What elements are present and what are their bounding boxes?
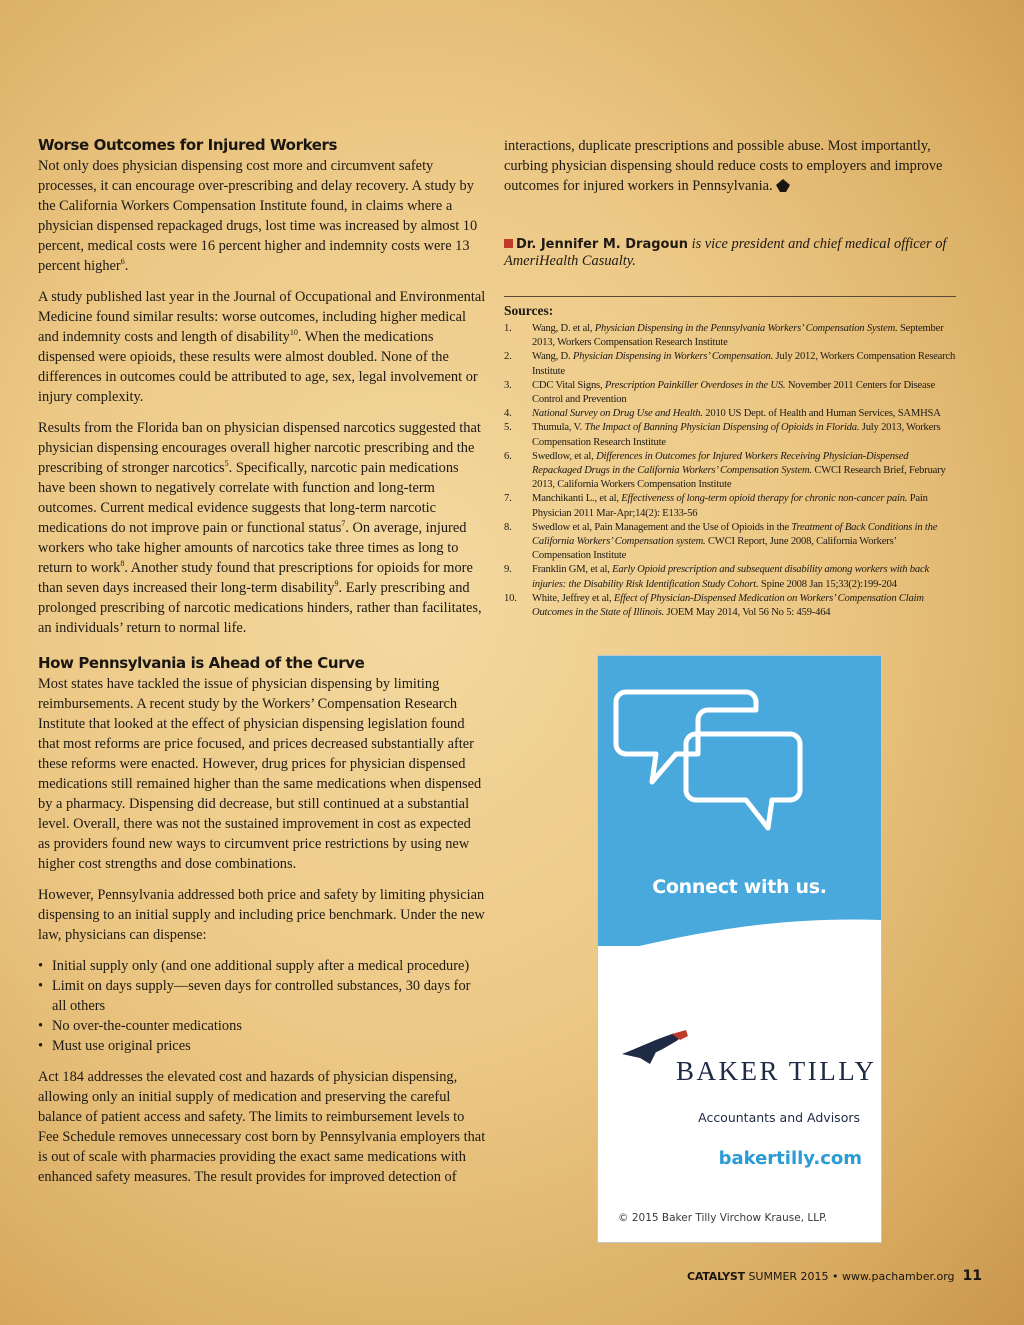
- source-item: 10. White, Jeffrey et al, Effect of Physician-Dispensed Medication on Workers’ Compensation Claim Outcomes in the State of Illinois. JOEM May 2014, Vol 56 No 5: 459-464: [504, 592, 924, 619]
- author-bio: [504, 236, 956, 269]
- paragraph: Not only does physician dispensing cost more and circumvent safety processes, it can encourage over-prescribing and delay recovery. A study by the California Workers Compensation Institute found, in claims where a physician dispensed repackaged drugs, lost time was increased by almost 10 percent, medical costs were 16 percent higher and indemnity costs were 13 percent higher$^6$.: [38, 158, 478, 274]
- author-name: Dr. Jennifer M. Dragoun: [516, 237, 688, 252]
- list-item: • Initial supply only (and one additional supply after a medical procedure): [52, 956, 486, 976]
- list-item: • No over-the-counter medications: [52, 1016, 486, 1036]
- source-item: 2. Wang, D. Physician Dispensing in Workers’ Compensation. July 2012, Workers Compensation Research Institute: [504, 351, 956, 377]
- author-description: is vice president and chief medical officer of AmeriHealth Casualty.: [504, 236, 947, 269]
- sources-list: [504, 322, 956, 620]
- ad-copyright: © 2015 Baker Tilly Virchow Krause, LLP.: [618, 1212, 828, 1224]
- paragraph: Most states have tackled the issue of physician dispensing by limiting reimbursements. A recent study by the Workers’ Compensation Research Institute that looked at the effect of physician dispensing legislation found that most reforms are price focused, and prices decreased substantially after these reforms were enacted. However, drug prices for physician dispensed medications still remained higher than the same medications when dispensed by a pharmacy. Dispensing did decrease, but still continued at a substantial level. Overall, there was not the sustained improvement in cost as expected as providers found new ways to circumvent price restrictions by using new higher cost strengths and dose combinations.: [38, 676, 482, 872]
- source-item: 5. Thumula, V. The Impact of Banning Physician Dispensing of Opioids in Florida. July 2013, Workers Compensation Research Institute: [504, 422, 941, 448]
- paragraph: A study published last year in the Journal of Occupational and Environmental Medicine found similar results: worse outcomes, including higher medical and indemnity costs and length of disability$^{10}$. When the medications dispensed were opioids, these results were almost doubled. None of the differences in outcomes could be attributed to age, sex, legal involvement or injury complexity.: [38, 289, 486, 405]
- right-column: [504, 136, 956, 620]
- ad-headline: Connect with us.: [652, 876, 827, 898]
- source-item: 4. National Survey on Drug Use and Health. 2010 US Dept. of Health and Human Services, SAMHSA: [504, 408, 941, 420]
- source-item: 3. CDC Vital Signs, Prescription Painkiller Overdoses in the US. November 2011 Centers for Disease Control and Prevention: [504, 379, 935, 406]
- left-column: [38, 136, 486, 1198]
- divider: [504, 296, 956, 297]
- section-heading-worse-outcomes: Worse Outcomes for Injured Workers: [38, 136, 338, 154]
- paragraph: interactions, duplicate prescriptions and possible abuse. Most importantly, curbing physician dispensing should reduce costs to employers and improve outcomes for injured workers in Pennsylvania.: [504, 138, 943, 194]
- bullet-square-icon: [504, 239, 513, 248]
- page-number: 11: [962, 1268, 982, 1284]
- paragraph: However, Pennsylvania addressed both price and safety by limiting physician dispensing to an initial supply and including price benchmark. Under the new law, physicians can dispense:: [38, 887, 485, 943]
- source-item: 8. Swedlow et al, Pain Management and the Use of Opioids in the Treatment of Back Conditions in the California Workers’ Compensation system. CWCI Report, June 2008, California Workers’ Compensation Institute: [504, 521, 938, 562]
- section-pennsylvania: [38, 654, 486, 1187]
- speech-bubbles-icon: [608, 674, 808, 844]
- source-item: 9. Franklin GM, et al, Early Opioid prescription and subsequent disability among workers with back injuries: the Disability Risk Identification Study Cohort. Spine 2008 Jan 15;33(2):199-204: [504, 564, 929, 590]
- paragraph: Results from the Florida ban on physician dispensed narcotics suggested that physician dispensing encourages overall higher narcotic prescribing and the prescribing of stronger narcotics$^5$. Specifically, narcotic pain medications have been shown to negatively correlate with function and long-term outcomes. Current medical evidence suggests that long-term narcotic medications do not improve pain or functional status$^7$. On average, injured workers who take higher amounts of narcotics take three times as long to return to work$^8$. Another study found that prescriptions for opioids for more than seven days increased their long-term disability$^9$. Early prescribing and prolonged prescribing of narcotic medications hinders, rather than facilitates, an individuals’ return to normal life.: [38, 420, 482, 636]
- wave-shape: [598, 896, 881, 966]
- footer-brand: CATALYST: [686, 1270, 745, 1283]
- baker-tilly-ad[interactable]: [598, 656, 881, 1242]
- footer-issue: SUMMER 2015 • www.pachamber.org: [744, 1270, 955, 1283]
- page-footer: [687, 1268, 982, 1284]
- ad-company-name: BAKER TILLY: [676, 1056, 877, 1086]
- section-heading-pennsylvania: How Pennsylvania is Ahead of the Curve: [38, 654, 365, 672]
- source-item: 6. Swedlow, et al, Differences in Outcomes for Injured Workers Receiving Physician-Dispensed Repackaged Drugs in the California Workers’ Compensation System. CWCI Research Brief, February 2013, California Workers Compensation Institute: [504, 450, 946, 491]
- ad-tagline: Accountants and Advisors: [698, 1110, 860, 1125]
- source-item: 7. Manchikanti L., et al, Effectiveness of long-term opioid therapy for chronic non-cancer pain. Pain Physician 2011 Mar-Apr;14(2): E133-56: [504, 493, 928, 519]
- paragraph: Act 184 addresses the elevated cost and hazards of physician dispensing, allowing only an initial supply of medication and preserving the careful balance of patient access and safety. The limits to reimbursement levels to Fee Schedule removes unnecessary cost born by Pennsylvania employers that is out of scale with pharmacies providing the exact same medications with enhanced safety measures. The result provides for improved detection of: [38, 1069, 486, 1185]
- list-item: • Must use original prices: [52, 1036, 486, 1056]
- source-item: 1. Wang, D. et al, Physician Dispensing in the Pennsylvania Workers’ Compensation System. September 2013, Workers Compensation Research Institute: [504, 323, 944, 349]
- list-item: • Limit on days supply—seven days for controlled substances, 30 days for all others: [52, 976, 486, 1016]
- sources-title: Sources:: [504, 303, 554, 318]
- end-mark-icon: [776, 179, 790, 192]
- dispense-rules-list: [38, 956, 486, 1056]
- ad-website-link[interactable]: bakertilly.com: [718, 1148, 862, 1169]
